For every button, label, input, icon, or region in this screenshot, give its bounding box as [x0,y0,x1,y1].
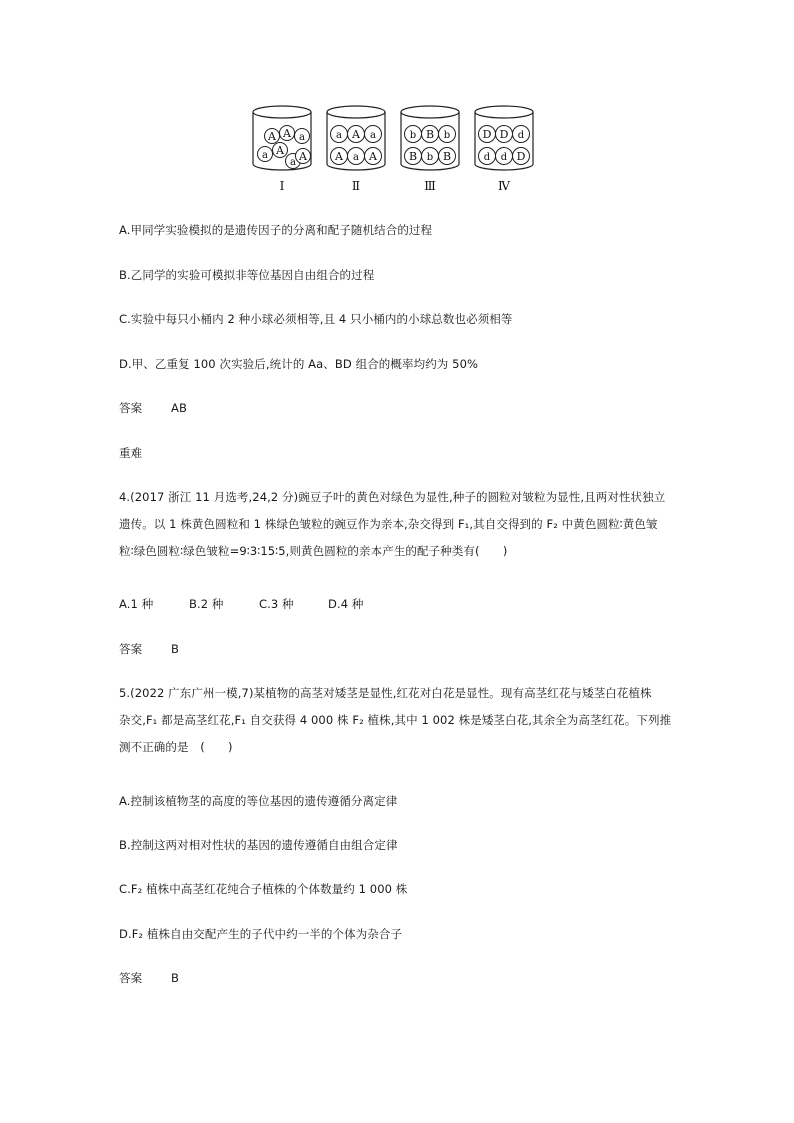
ball-letter: B [442,150,452,163]
q5-stem [119,680,671,761]
q5-stem-line-3: 测不正确的是 ( ) [119,740,233,754]
answer-label: 答案 [119,971,143,985]
ball-letter: d [500,152,508,163]
bucket-rim [253,106,311,118]
bucket-rim [475,106,533,118]
q5-answer [119,970,179,986]
q4-stem-line-1: 4.(2017 浙江 11 月选考,24,2 分)豌豆子叶的黄色对绿色为显性,种子的圆粒对皱粒为显性,且两对性状独立 [119,490,666,504]
q5-stem-line-2: 杂交,F₁ 都是高茎红花,F₁ 自交获得 4 000 株 F₂ 植株,其中 1 002 株是矮茎白花,其余全为高茎红花。下列推 [119,713,672,727]
ball-letter: D [482,128,492,141]
q4-stem [119,484,665,565]
ball-letter: A [283,127,291,140]
ball-letter: b [409,130,417,141]
bucket-label: Ⅲ [424,179,436,193]
ball-letter: a [370,130,376,141]
ball-letter: a [299,132,305,143]
q4-stem-line-3: 粒∶绿色圆粒∶绿色皱粒=9∶3∶15∶5,则黄色圆粒的亲本产生的配子种类有( ) [119,544,508,558]
bucket-2 [327,106,385,193]
q5-option-b: B.控制这两对相对性状的基因的遗传遵循自由组合定律 [119,838,398,852]
q5-stem-line-1: 5.(2022 广东广州一模,7)某植物的高茎对矮茎是显性,红花对白花是显性。现有高茎红花与矮茎白花植株 [119,686,652,700]
ball-letter: d [517,130,525,141]
answer-value: AB [171,401,187,415]
bucket-label: Ⅳ [498,179,510,193]
bucket-1 [253,106,311,193]
answer-value: B [171,642,179,656]
q3-option-a: A.甲同学实验模拟的是遗传因子的分离和配子随机结合的过程 [119,223,433,237]
q4-option-d: D.4 种 [328,597,364,611]
q5-option-c: C.F₂ 植株中高茎红花纯合子植株的个体数量约 1 000 株 [119,882,408,896]
bucket-4 [475,106,533,193]
ball-letter: a [353,152,359,163]
q4-stem-line-2: 遗传。以 1 株黄色圆粒和 1 株绿色皱粒的豌豆作为亲本,杂交得到 F₁,其自交得到的 F₂ 中黄色圆粒∶黄色皱 [119,517,658,531]
ball-letter: A [268,130,276,143]
ball-letter: b [426,152,434,163]
ball-letter: A [299,150,307,163]
ball-letter: d [483,152,491,163]
ball-letter: A [335,150,343,163]
ball-letter: B [408,150,418,163]
q3-option-c: C.实验中每只小桶内 2 种小球必须相等,且 4 只小桶内的小球总数也必须相等 [119,312,513,326]
ball-letter: A [369,150,377,163]
ball-letter: D [516,150,526,163]
q5-option-d: D.F₂ 植株自由交配产生的子代中约一半的个体为杂合子 [119,927,403,941]
answer-label: 答案 [119,642,143,656]
ball-letter: D [499,128,509,141]
answer-label: 答案 [119,401,143,415]
ball-letter: b [443,130,451,141]
ball-letter: A [276,144,284,157]
ball-letter: a [290,157,296,168]
q4-option-a: A.1 种 [119,597,154,611]
ball-letter: a [336,130,342,141]
q4-answer [119,641,179,657]
bucket-label: Ⅰ [279,179,285,193]
ball-letter: B [425,128,435,141]
q3-answer [119,400,187,416]
ball-letter: a [262,150,268,161]
q3-option-d: D.甲、乙重复 100 次实验后,统计的 Aa、BD 组合的概率均约为 50% [119,357,479,371]
q4-option-b: B.2 种 [189,597,224,611]
q4-options [119,596,363,612]
bucket-rim [401,106,459,118]
section-label: 重难 [119,446,143,460]
ball-letter: A [352,128,360,141]
bucket-label: Ⅱ [351,179,361,193]
q4-option-c: C.3 种 [259,597,294,611]
answer-value: B [171,971,179,985]
q5-option-a: A.控制该植物茎的高度的等位基因的遗传遵循分离定律 [119,794,398,808]
bucket-rim [327,106,385,118]
bucket-figure [250,100,550,195]
q3-option-b: B.乙同学的实验可模拟非等位基因自由组合的过程 [119,268,375,282]
bucket-3 [401,106,459,193]
